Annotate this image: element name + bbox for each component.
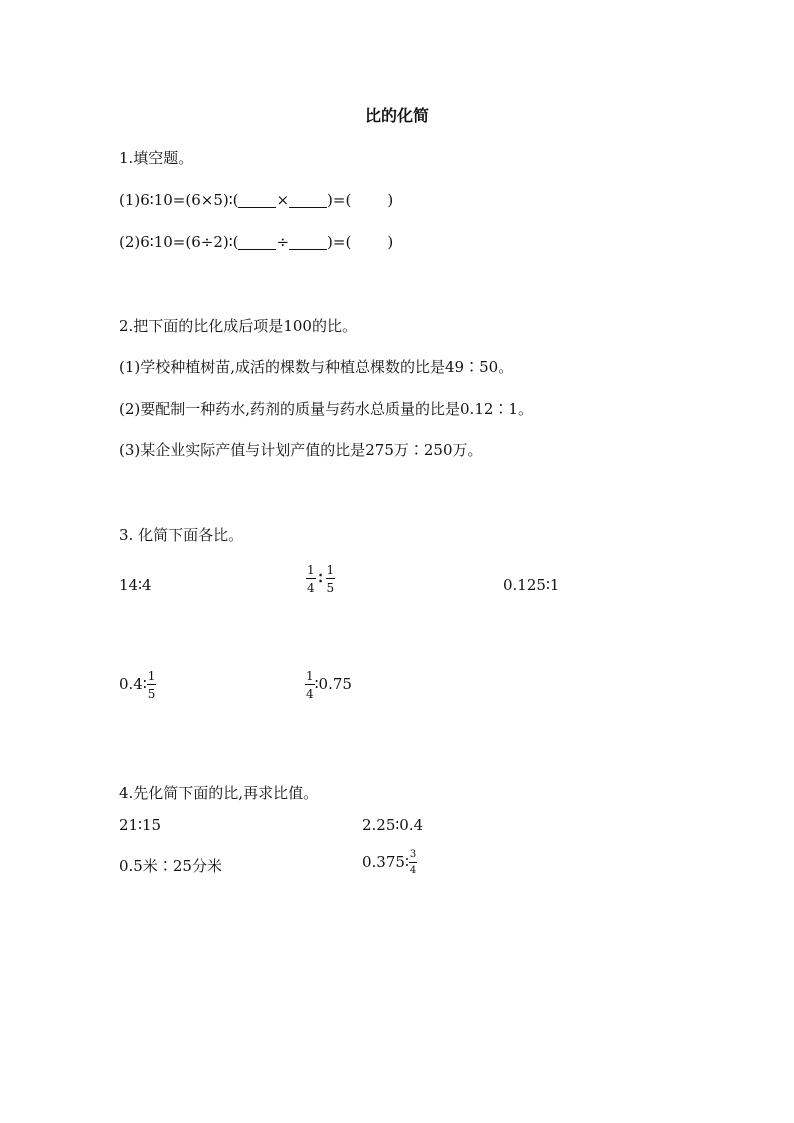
- q3-item-b-right-denominator: 5: [326, 578, 336, 594]
- q3-item-b-right-numerator: 1: [326, 563, 335, 577]
- q1-line-1-blank-a[interactable]: [238, 191, 276, 208]
- q1-line-1-blank-b[interactable]: [289, 191, 327, 208]
- q4-item-d-denominator: 4: [409, 862, 417, 876]
- q3-item-a: 14∶4: [119, 576, 152, 594]
- q1-line-2-blank-b[interactable]: [289, 233, 327, 250]
- q4-item-c: 0.5米∶25分米: [119, 857, 222, 875]
- q1-heading: 1.填空题。: [119, 149, 194, 167]
- q3-item-e-right: ∶0.75: [314, 675, 352, 693]
- q2-heading: 2.把下面的比化成后项是100的比。: [119, 317, 357, 335]
- q3-item-c: 0.125∶1: [503, 576, 560, 594]
- q4-item-d-numerator: 3: [409, 849, 417, 860]
- q3-item-b-colon: ∶: [318, 569, 323, 587]
- q1-line-2-op: ÷: [276, 233, 290, 251]
- q4-item-b: 2.25∶0.4: [362, 816, 424, 834]
- q3-item-b-left-numerator: 1: [307, 563, 315, 577]
- q3-item-d-fraction: [147, 670, 157, 700]
- q4-item-a: 21∶15: [119, 816, 162, 834]
- q3-item-e-denominator: 4: [305, 684, 315, 700]
- q2-item-1: (1)学校种植树苗,成活的棵数与种植总棵数的比是49∶50。: [119, 358, 514, 376]
- q1-line-1-end: ): [387, 191, 394, 209]
- q3-item-d: [119, 670, 156, 700]
- q1-line-2: [119, 232, 393, 252]
- q4-item-d-fraction: [409, 850, 417, 876]
- q1-line-1-op: ×: [276, 191, 290, 209]
- q3-item-d-left: 0.4∶: [119, 675, 147, 693]
- q3-item-b-left-denominator: 4: [306, 578, 316, 594]
- q1-line-2-blank-a[interactable]: [238, 233, 276, 250]
- q1-line-2-end: ): [387, 233, 394, 251]
- q1-line-1-mid: )=(: [327, 191, 352, 209]
- page-title: 比的化简: [364, 106, 429, 125]
- q3-heading: 3. 化简下面各比。: [119, 526, 244, 544]
- q3-item-b: [306, 564, 335, 594]
- q3-item-e-numerator: 1: [306, 669, 314, 683]
- q2-item-3: (3)某企业实际产值与计划产值的比是275万∶250万。: [119, 441, 483, 459]
- q3-item-d-denominator: 5: [147, 684, 157, 700]
- q3-item-b-left-fraction: [306, 564, 316, 594]
- q1-line-2-left: (2)6∶10=(6÷2)∶(: [119, 233, 239, 251]
- q4-item-d-left: 0.375∶: [362, 853, 409, 871]
- q2-item-2: (2)要配制一种药水,药剂的质量与药水总质量的比是0.12∶1。: [119, 400, 533, 418]
- q1-line-1: [119, 190, 393, 210]
- q3-item-e-fraction: [305, 670, 315, 700]
- q1-line-1-left: (1)6∶10=(6×5)∶(: [119, 191, 239, 209]
- q1-line-2-mid: )=(: [327, 233, 352, 251]
- q3-item-e: [305, 670, 352, 700]
- q3-item-d-numerator: 1: [147, 669, 156, 683]
- q3-item-b-right-fraction: [326, 564, 336, 594]
- q4-item-d: [362, 850, 417, 876]
- q4-heading: 4.先化简下面的比,再求比值。: [119, 784, 319, 802]
